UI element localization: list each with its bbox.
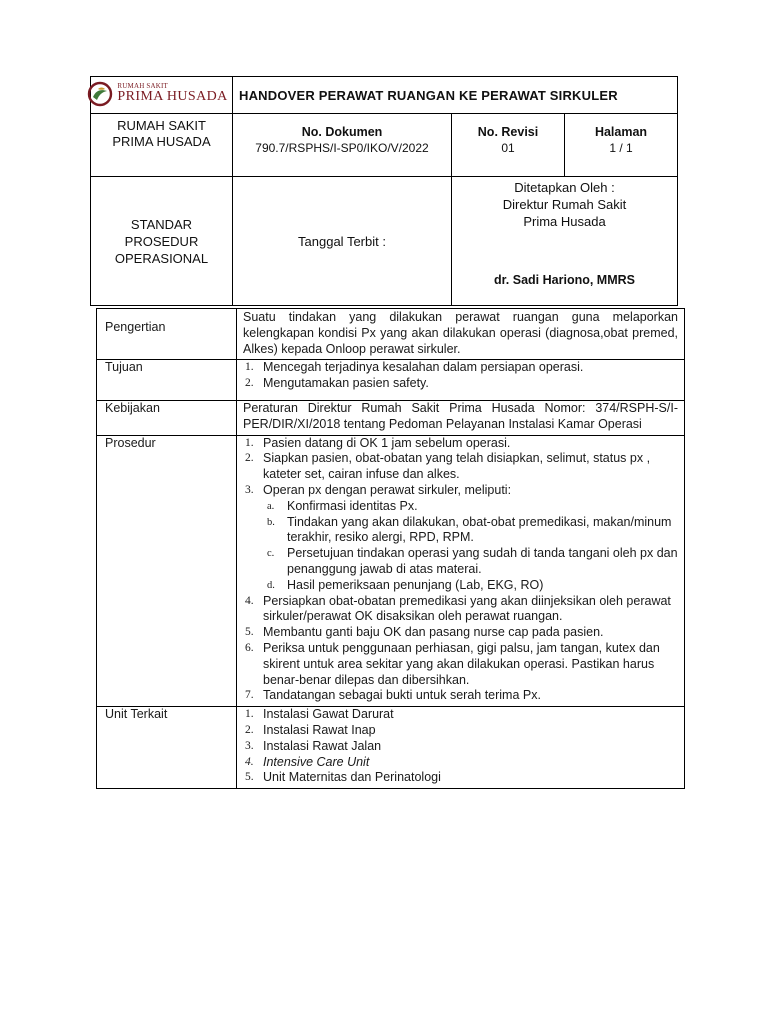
list-text: Pasien datang di OK 1 jam sebelum operasi. bbox=[263, 435, 511, 450]
list-number: 2. bbox=[245, 377, 254, 390]
list-text: Siapkan pasien, obat-obatan yang telah disiapkan, selimut, status px , kateter set, cairan infuse dan alkes. bbox=[263, 451, 651, 482]
list-item bbox=[243, 723, 678, 739]
list-text: Instalasi Rawat Inap bbox=[263, 722, 376, 737]
list-text: Unit Maternitas dan Perinatologi bbox=[263, 770, 441, 785]
sub-list-item bbox=[263, 515, 678, 547]
sub-list-item bbox=[263, 578, 678, 594]
logo-cell bbox=[91, 77, 233, 114]
section-content-unit-terkait bbox=[237, 707, 685, 789]
list-text: Intensive Care Unit bbox=[263, 754, 370, 769]
list-number: 1. bbox=[245, 436, 254, 449]
list-number: 7. bbox=[245, 689, 254, 702]
list-item bbox=[243, 641, 678, 688]
section-row-unit-terkait bbox=[97, 707, 685, 789]
sub-list-text: Tindakan yang akan dilakukan, obat-obat premedikasi, makan/minum terakhir, resiko alergi, RPD, RPM. bbox=[287, 514, 672, 545]
unit-terkait-list bbox=[243, 707, 678, 786]
document-number-value: 790.7/RSPHS/I-SP0/IKO/V/2022 bbox=[255, 141, 429, 155]
list-item bbox=[243, 688, 678, 704]
sop-line3: OPERASIONAL bbox=[114, 250, 209, 266]
sub-list-letter: a. bbox=[267, 500, 275, 512]
section-row-tujuan bbox=[97, 360, 685, 401]
sop-line1: STANDAR bbox=[130, 216, 193, 232]
revision-cell bbox=[452, 114, 565, 177]
hospital-name-line2: PRIMA HUSADA bbox=[112, 134, 211, 149]
hospital-name-line1: RUMAH SAKIT bbox=[117, 118, 206, 133]
section-content-tujuan bbox=[237, 360, 685, 401]
section-row-prosedur bbox=[97, 435, 685, 707]
list-text: Instalasi Rawat Jalan bbox=[263, 738, 382, 753]
list-number: 3. bbox=[245, 739, 254, 752]
sub-list-letter: b. bbox=[267, 516, 275, 528]
procedure-table bbox=[96, 308, 685, 789]
list-text: Mencegah terjadinya kesalahan dalam persiapan operasi. bbox=[263, 360, 584, 375]
sub-list-text: Persetujuan tindakan operasi yang sudah di tanda tangani oleh px dan penanggung jawab di atas materai. bbox=[287, 546, 678, 576]
sub-list-item bbox=[263, 546, 678, 578]
section-text-kebijakan: Peraturan Direktur Rumah Sakit Prima Husada Nomor: 374/RSPH-S/I-PER/DIR/XI/2018 tentang Pedoman Pelayanan Instalasi Kamar Operasi bbox=[237, 400, 685, 435]
sub-list-letter: c. bbox=[267, 548, 275, 560]
list-number: 4. bbox=[245, 594, 254, 607]
list-item bbox=[243, 707, 678, 723]
list-item bbox=[243, 483, 678, 594]
approval-block bbox=[452, 177, 678, 306]
list-item bbox=[243, 376, 678, 392]
section-row-kebijakan bbox=[97, 400, 685, 435]
list-item bbox=[243, 360, 678, 376]
list-number: 2. bbox=[245, 452, 254, 465]
list-item bbox=[243, 625, 678, 641]
list-item bbox=[243, 770, 678, 786]
list-text: Mengutamakan pasien safety. bbox=[263, 376, 429, 391]
list-text: Membantu ganti baju OK dan pasang nurse cap pada pasien. bbox=[263, 625, 604, 640]
section-row-pengertian bbox=[97, 309, 685, 360]
logo-big-text: PRIMA HUSADA bbox=[117, 89, 228, 104]
list-number: 4. bbox=[245, 755, 254, 768]
sub-list-letter: d. bbox=[267, 579, 275, 591]
sop-title bbox=[91, 177, 233, 306]
revision-label: No. Revisi bbox=[477, 125, 539, 139]
logo-small-text: RUMAH SAKIT bbox=[117, 82, 169, 90]
hospital-name bbox=[91, 114, 233, 177]
hospital-logo bbox=[87, 81, 227, 107]
section-label-prosedur: Prosedur bbox=[97, 435, 237, 707]
sub-list-item bbox=[263, 499, 678, 515]
list-number: 1. bbox=[245, 361, 254, 374]
document-number-cell bbox=[233, 114, 452, 177]
prosedur-list bbox=[243, 436, 678, 705]
section-label-kebijakan: Kebijakan bbox=[97, 400, 237, 435]
list-item bbox=[243, 594, 678, 626]
document-header bbox=[90, 76, 678, 306]
list-text: Operan px dengan perawat sirkuler, meliputi: bbox=[263, 482, 512, 497]
list-item bbox=[243, 451, 678, 483]
section-label-tujuan: Tujuan bbox=[97, 360, 237, 401]
list-number: 2. bbox=[245, 723, 254, 736]
sub-list-text: Hasil pemeriksaan penunjang (Lab, EKG, RO) bbox=[287, 577, 544, 592]
approved-by-label: Ditetapkan Oleh : bbox=[514, 180, 615, 195]
list-number: 6. bbox=[245, 641, 254, 654]
document-title: HANDOVER PERAWAT RUANGAN KE PERAWAT SIRKULER bbox=[233, 77, 678, 114]
issue-date-label: Tanggal Terbit : bbox=[233, 177, 452, 306]
prosedur-sub-list bbox=[263, 499, 678, 594]
hospital-emblem-icon bbox=[87, 81, 113, 107]
sub-list-text: Konfirmasi identitas Px. bbox=[287, 498, 418, 513]
document-number-label: No. Dokumen bbox=[301, 125, 383, 139]
approver-institution: Prima Husada bbox=[523, 214, 606, 229]
page-cell bbox=[565, 114, 678, 177]
section-text-pengertian: Suatu tindakan yang dilakukan perawat ruangan guna melaporkan kelengkapan kondisi Px yang akan dilakukan operasi (diagnosa,obat premed, Alkes) kepada Onloop perawat sirkuler. bbox=[237, 309, 685, 360]
revision-value: 01 bbox=[501, 141, 515, 155]
list-text: Instalasi Gawat Darurat bbox=[263, 707, 394, 722]
list-number: 1. bbox=[245, 708, 254, 721]
sop-line2: PROSEDUR bbox=[124, 233, 199, 249]
list-number: 5. bbox=[245, 626, 254, 639]
page-value: 1 / 1 bbox=[609, 141, 633, 155]
signer-name: dr. Sadi Hariono, MMRS bbox=[494, 273, 635, 287]
list-number: 5. bbox=[245, 771, 254, 784]
list-item bbox=[243, 436, 678, 452]
list-text: Periksa untuk penggunaan perhiasan, gigi palsu, jam tangan, kutex dan skirent untuk area sekitar yang akan dilakukan operasi. Pastikan harus benar-benar dilepas dan dibersihkan. bbox=[263, 640, 660, 687]
approver-title: Direktur Rumah Sakit bbox=[502, 197, 627, 212]
list-item bbox=[243, 755, 678, 771]
list-text: Persiapkan obat-obatan premedikasi yang akan diinjeksikan oleh perawat sirkuler/perawat OK disaksikan oleh perawat ruangan. bbox=[263, 593, 671, 624]
page-label: Halaman bbox=[594, 125, 648, 139]
tujuan-list bbox=[243, 360, 678, 392]
list-text: Tandatangan sebagai bukti untuk serah terima Px. bbox=[263, 688, 541, 703]
section-content-prosedur bbox=[237, 435, 685, 707]
section-label-unit-terkait: Unit Terkait bbox=[97, 707, 237, 789]
list-number: 3. bbox=[245, 483, 254, 496]
list-item bbox=[243, 739, 678, 755]
section-label-pengertian: Pengertian bbox=[97, 309, 237, 360]
